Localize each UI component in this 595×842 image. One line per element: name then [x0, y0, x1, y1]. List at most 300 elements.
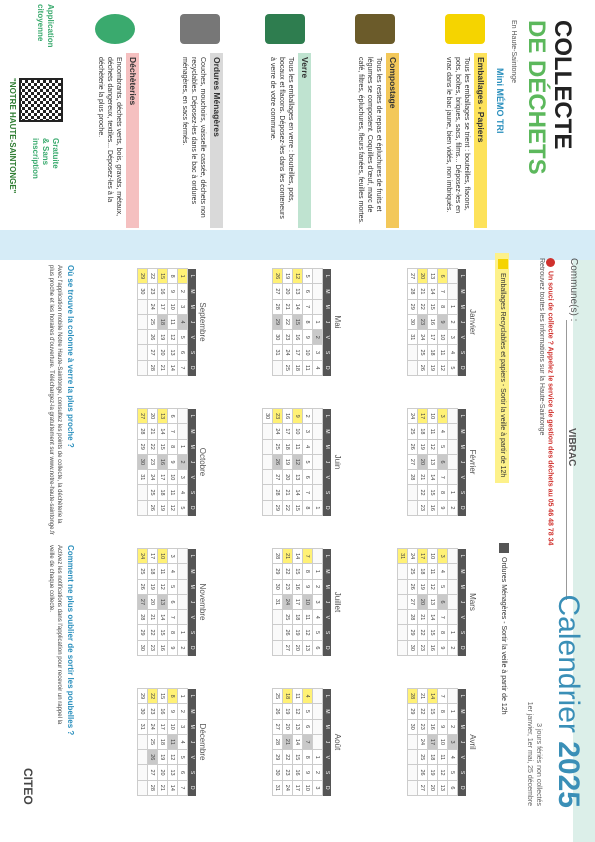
day-cell: 15	[158, 439, 168, 454]
card-title: Ordures Ménagères	[210, 53, 223, 228]
day-header: D	[323, 640, 332, 655]
day-cell: 10	[168, 299, 178, 314]
day-cell: 30	[273, 330, 283, 345]
day-cell: 16	[293, 765, 303, 780]
month-name: Juin	[333, 454, 342, 470]
day-cell: 11	[428, 564, 438, 579]
day-cell: 28	[273, 485, 283, 500]
month-2	[397, 548, 477, 656]
day-cell: 17	[418, 549, 428, 564]
day-cell: 17	[418, 409, 428, 424]
day-cell: 19	[428, 360, 438, 375]
empty-cell	[448, 594, 458, 609]
month-4	[272, 268, 342, 376]
calendar-title-word: Calendrier	[552, 594, 585, 733]
day-cell: 29	[408, 299, 418, 314]
mini-memo-title: Mini MÉMO TRI	[495, 68, 505, 134]
day-cell: 11	[428, 424, 438, 439]
day-cell: 16	[293, 330, 303, 345]
footer-question-1: Où se trouve la colonne à verre la plus proche ?	[66, 265, 75, 448]
commune-label: Commune(s) :	[568, 258, 579, 322]
day-cell: 26	[273, 269, 283, 284]
day-cell: 8	[438, 299, 448, 314]
day-header: L	[188, 689, 197, 704]
empty-cell	[408, 345, 418, 360]
day-header: J	[188, 734, 197, 749]
day-cell: 2	[448, 719, 458, 734]
day-header: L	[188, 409, 197, 424]
empty-cell	[408, 780, 418, 795]
day-header: D	[188, 780, 197, 795]
day-cell: 4	[438, 424, 448, 439]
card-title: Déchèteries	[126, 53, 139, 228]
day-cell: 12	[168, 330, 178, 345]
day-cell: 28	[408, 284, 418, 299]
day-cell: 31	[273, 780, 283, 795]
day-cell: 6	[303, 284, 313, 299]
day-cell: 7	[303, 485, 313, 500]
day-cell: 20	[148, 594, 158, 609]
day-header: M	[188, 424, 197, 439]
day-header: M	[323, 704, 332, 719]
day-cell: 29	[273, 314, 283, 329]
day-cell: 18	[418, 564, 428, 579]
day-cell: 25	[283, 610, 293, 625]
day-cell: 27	[273, 284, 283, 299]
empty-cell	[273, 610, 283, 625]
day-cell: 19	[293, 625, 303, 640]
footer-text-2: Activez les notifications dans l'application pour recevoir un rappel la veille de chaque collecte.	[48, 545, 62, 725]
empty-cell	[138, 780, 148, 795]
info-text-1: Un souci de collecte ? Appelez le service de gestion des déchets au 05 46 48 78 34	[546, 271, 554, 546]
empty-cell	[408, 500, 418, 515]
day-cell: 28	[408, 470, 418, 485]
day-header: L	[458, 549, 467, 564]
empty-cell	[408, 765, 418, 780]
day-cell: 28	[273, 299, 283, 314]
day-cell: 13	[428, 594, 438, 609]
day-cell: 8	[303, 314, 313, 329]
card-ordures	[147, 53, 223, 228]
empty-cell	[398, 640, 408, 655]
month-7	[272, 688, 342, 796]
month-11	[137, 688, 207, 796]
day-cell: 7	[438, 610, 448, 625]
day-cell: 3	[313, 780, 323, 795]
alert-icon	[546, 258, 555, 267]
day-header: J	[323, 734, 332, 749]
day-cell: 20	[148, 409, 158, 424]
day-cell: 12	[168, 500, 178, 515]
calendar-header	[477, 258, 587, 818]
month-table	[272, 548, 331, 656]
day-cell: 19	[283, 454, 293, 469]
day-cell: 3	[313, 345, 323, 360]
day-cell: 17	[158, 719, 168, 734]
card-verre	[235, 53, 311, 228]
day-cell: 8	[438, 625, 448, 640]
day-header: M	[458, 424, 467, 439]
day-cell: 16	[158, 284, 168, 299]
empty-cell	[263, 500, 273, 515]
day-header: V	[323, 330, 332, 345]
day-cell: 21	[418, 689, 428, 704]
day-cell: 29	[408, 625, 418, 640]
day-header: S	[323, 625, 332, 640]
empty-cell	[313, 704, 323, 719]
day-cell: 24	[138, 549, 148, 564]
day-header: J	[188, 314, 197, 329]
day-cell: 17	[428, 734, 438, 749]
compost-bin-icon	[355, 14, 395, 44]
day-cell: 2	[178, 284, 188, 299]
day-header: S	[458, 485, 467, 500]
day-cell: 27	[138, 594, 148, 609]
day-cell: 7	[303, 299, 313, 314]
location-label: En Haute-Saintonge	[510, 20, 517, 84]
day-header: L	[323, 549, 332, 564]
month-table	[272, 688, 331, 796]
empty-cell	[313, 269, 323, 284]
day-cell: 23	[418, 314, 428, 329]
legend-yellow	[495, 253, 509, 483]
empty-cell	[448, 284, 458, 299]
day-cell: 15	[293, 564, 303, 579]
day-cell: 25	[148, 485, 158, 500]
day-cell: 1	[313, 750, 323, 765]
glass-bin-icon	[265, 14, 305, 44]
title-line-1: COLLECTE	[549, 20, 576, 150]
day-cell: 5	[448, 765, 458, 780]
day-cell: 4	[168, 564, 178, 579]
day-header: D	[323, 360, 332, 375]
day-cell: 17	[428, 330, 438, 345]
day-cell: 1	[178, 439, 188, 454]
day-cell: 15	[158, 689, 168, 704]
day-cell: 6	[303, 719, 313, 734]
day-cell: 22	[148, 439, 158, 454]
info-line-2: Retrouvez toutes les informations sur la Haute-Saintonge	[537, 258, 545, 436]
empty-cell	[138, 330, 148, 345]
day-cell: 9	[168, 454, 178, 469]
day-cell: 16	[428, 719, 438, 734]
day-cell: 9	[438, 314, 448, 329]
day-cell: 23	[418, 500, 428, 515]
day-cell: 17	[293, 345, 303, 360]
day-cell: 4	[178, 485, 188, 500]
day-cell: 23	[283, 579, 293, 594]
day-cell: 10	[158, 549, 168, 564]
empty-cell	[448, 409, 458, 424]
month-table	[262, 408, 331, 516]
title-line-2: DE DÉCHETS	[523, 20, 550, 175]
qr-code[interactable]	[19, 78, 63, 122]
day-cell: 5	[313, 625, 323, 640]
day-cell: 25	[148, 314, 158, 329]
day-cell: 3	[448, 734, 458, 749]
day-cell: 1	[448, 704, 458, 719]
month-table	[137, 268, 196, 376]
day-cell: 17	[148, 549, 158, 564]
day-cell: 15	[158, 625, 168, 640]
day-cell: 30	[138, 640, 148, 655]
day-cell: 30	[408, 640, 418, 655]
day-cell: 26	[283, 625, 293, 640]
day-cell: 20	[283, 470, 293, 485]
day-cell: 3	[168, 549, 178, 564]
day-cell: 30	[408, 719, 418, 734]
day-cell: 7	[178, 780, 188, 795]
empty-cell	[263, 470, 273, 485]
day-cell: 6	[178, 345, 188, 360]
day-cell: 8	[168, 689, 178, 704]
day-cell: 25	[283, 360, 293, 375]
day-cell: 1	[313, 500, 323, 515]
month-table	[137, 408, 196, 516]
day-cell: 19	[428, 765, 438, 780]
card-emballages	[411, 53, 487, 228]
empty-cell	[273, 625, 283, 640]
day-cell: 26	[148, 750, 158, 765]
day-header: V	[323, 470, 332, 485]
citeo-logo: CITEO	[21, 768, 35, 805]
day-cell: 26	[273, 454, 283, 469]
day-cell: 2	[448, 640, 458, 655]
day-header: J	[323, 454, 332, 469]
day-cell: 27	[148, 345, 158, 360]
empty-cell	[178, 549, 188, 564]
day-cell: 22	[148, 689, 158, 704]
day-header: M	[323, 564, 332, 579]
day-header: J	[458, 314, 467, 329]
day-cell: 11	[303, 610, 313, 625]
day-cell: 26	[148, 330, 158, 345]
day-cell: 25	[408, 564, 418, 579]
day-cell: 27	[408, 269, 418, 284]
day-cell: 13	[293, 719, 303, 734]
day-cell: 12	[438, 360, 448, 375]
free-line-3: inscription	[31, 138, 40, 179]
day-header: V	[458, 610, 467, 625]
day-cell: 2	[448, 314, 458, 329]
day-cell: 10	[303, 345, 313, 360]
empty-cell	[448, 689, 458, 704]
day-cell: 9	[293, 409, 303, 424]
day-cell: 4	[313, 360, 323, 375]
day-cell: 23	[283, 330, 293, 345]
day-cell: 23	[418, 719, 428, 734]
app-label-line-2: citoyenne	[36, 4, 45, 42]
day-cell: 23	[148, 704, 158, 719]
day-cell: 24	[418, 734, 428, 749]
day-cell: 9	[168, 704, 178, 719]
day-cell: 9	[303, 330, 313, 345]
day-cell: 24	[148, 299, 158, 314]
day-cell: 31	[408, 330, 418, 345]
card-decheteries	[63, 53, 139, 228]
day-cell: 10	[438, 734, 448, 749]
month-table	[137, 548, 196, 656]
day-cell: 11	[168, 734, 178, 749]
day-cell: 14	[293, 734, 303, 749]
day-cell: 29	[138, 625, 148, 640]
day-cell: 13	[428, 454, 438, 469]
card-compostage	[323, 53, 399, 228]
day-cell: 30	[273, 765, 283, 780]
day-cell: 29	[138, 269, 148, 284]
day-header: L	[188, 549, 197, 564]
empty-cell	[138, 314, 148, 329]
day-header: J	[458, 734, 467, 749]
empty-cell	[138, 500, 148, 515]
day-cell: 26	[418, 765, 428, 780]
day-header: S	[458, 345, 467, 360]
day-cell: 26	[148, 500, 158, 515]
day-cell: 27	[138, 409, 148, 424]
day-cell: 5	[438, 439, 448, 454]
day-cell: 19	[283, 704, 293, 719]
day-cell: 28	[148, 360, 158, 375]
holiday-note	[525, 702, 543, 806]
month-5	[262, 408, 342, 516]
app-label	[35, 4, 55, 48]
day-cell: 1	[448, 299, 458, 314]
day-header: M	[188, 719, 197, 734]
day-cell: 30	[263, 409, 273, 424]
day-cell: 22	[283, 314, 293, 329]
empty-cell	[448, 579, 458, 594]
day-cell: 2	[178, 704, 188, 719]
day-header: S	[188, 345, 197, 360]
day-cell: 6	[438, 594, 448, 609]
day-cell: 13	[428, 269, 438, 284]
day-header: V	[323, 610, 332, 625]
day-cell: 18	[158, 734, 168, 749]
empty-cell	[313, 689, 323, 704]
day-cell: 30	[273, 579, 283, 594]
day-cell: 14	[293, 485, 303, 500]
day-header: D	[458, 780, 467, 795]
day-cell: 30	[408, 314, 418, 329]
day-cell: 5	[438, 579, 448, 594]
month-8	[137, 268, 207, 376]
empty-cell	[398, 579, 408, 594]
day-header: D	[458, 640, 467, 655]
day-cell: 21	[148, 610, 158, 625]
day-header: S	[188, 485, 197, 500]
day-cell: 1	[178, 269, 188, 284]
month-name: Novembre	[198, 583, 207, 621]
day-cell: 7	[438, 470, 448, 485]
day-cell: 5	[303, 269, 313, 284]
day-cell: 13	[158, 409, 168, 424]
empty-cell	[313, 470, 323, 485]
day-header: M	[188, 299, 197, 314]
day-cell: 18	[418, 424, 428, 439]
day-header: M	[458, 439, 467, 454]
day-cell: 10	[293, 424, 303, 439]
day-cell: 19	[158, 500, 168, 515]
empty-cell	[313, 485, 323, 500]
day-cell: 14	[428, 610, 438, 625]
day-cell: 4	[448, 345, 458, 360]
day-cell: 22	[148, 625, 158, 640]
day-cell: 14	[158, 424, 168, 439]
day-cell: 24	[273, 424, 283, 439]
day-cell: 10	[168, 470, 178, 485]
day-cell: 16	[158, 704, 168, 719]
waste-bin-icon	[180, 14, 220, 44]
empty-cell	[448, 454, 458, 469]
month-table	[397, 548, 466, 656]
day-cell: 13	[158, 594, 168, 609]
day-cell: 17	[158, 470, 168, 485]
day-cell: 2	[178, 454, 188, 469]
day-cell: 3	[313, 594, 323, 609]
day-header: M	[323, 299, 332, 314]
day-cell: 4	[438, 564, 448, 579]
empty-cell	[178, 409, 188, 424]
day-cell: 23	[273, 409, 283, 424]
day-cell: 16	[158, 454, 168, 469]
day-cell: 27	[148, 765, 158, 780]
day-cell: 9	[438, 500, 448, 515]
day-header: M	[188, 579, 197, 594]
day-cell: 3	[178, 719, 188, 734]
day-cell: 20	[158, 765, 168, 780]
month-name: Avril	[468, 734, 477, 750]
day-cell: 2	[178, 640, 188, 655]
day-cell: 19	[158, 330, 168, 345]
empty-cell	[138, 360, 148, 375]
day-cell: 4	[303, 689, 313, 704]
day-cell: 30	[138, 704, 148, 719]
main-title	[523, 20, 575, 240]
day-cell: 16	[428, 640, 438, 655]
day-cell: 6	[168, 409, 178, 424]
day-cell: 24	[283, 780, 293, 795]
day-cell: 14	[168, 780, 178, 795]
day-cell: 10	[303, 780, 313, 795]
day-cell: 21	[283, 485, 293, 500]
day-cell: 18	[158, 485, 168, 500]
day-cell: 3	[438, 549, 448, 564]
day-cell: 15	[428, 485, 438, 500]
empty-cell	[313, 424, 323, 439]
legend-yellow-text: Emballages Recyclables et papiers - Sortir la veille à partir de 12h	[499, 273, 506, 478]
day-cell: 18	[283, 439, 293, 454]
day-cell: 18	[283, 689, 293, 704]
day-cell: 21	[158, 780, 168, 795]
card-body: Encombrants, déchets verts, bois, gravats, métaux, déchets dangereux, textiles... Déposez-les à la déchèterie la plus proche.	[97, 57, 122, 217]
day-cell: 4	[178, 734, 188, 749]
day-cell: 29	[138, 689, 148, 704]
day-cell: 8	[438, 485, 448, 500]
day-cell: 15	[158, 269, 168, 284]
day-header: V	[188, 750, 197, 765]
info-line-1	[546, 258, 555, 545]
yellow-bin-legend-icon	[498, 259, 508, 269]
day-cell: 20	[418, 594, 428, 609]
month-table	[407, 688, 466, 796]
empty-cell	[178, 579, 188, 594]
day-cell: 1	[313, 314, 323, 329]
day-cell: 22	[148, 269, 158, 284]
day-header: M	[458, 564, 467, 579]
month-0	[407, 268, 477, 376]
recycling-center-icon	[95, 14, 135, 44]
month-table	[272, 268, 331, 376]
